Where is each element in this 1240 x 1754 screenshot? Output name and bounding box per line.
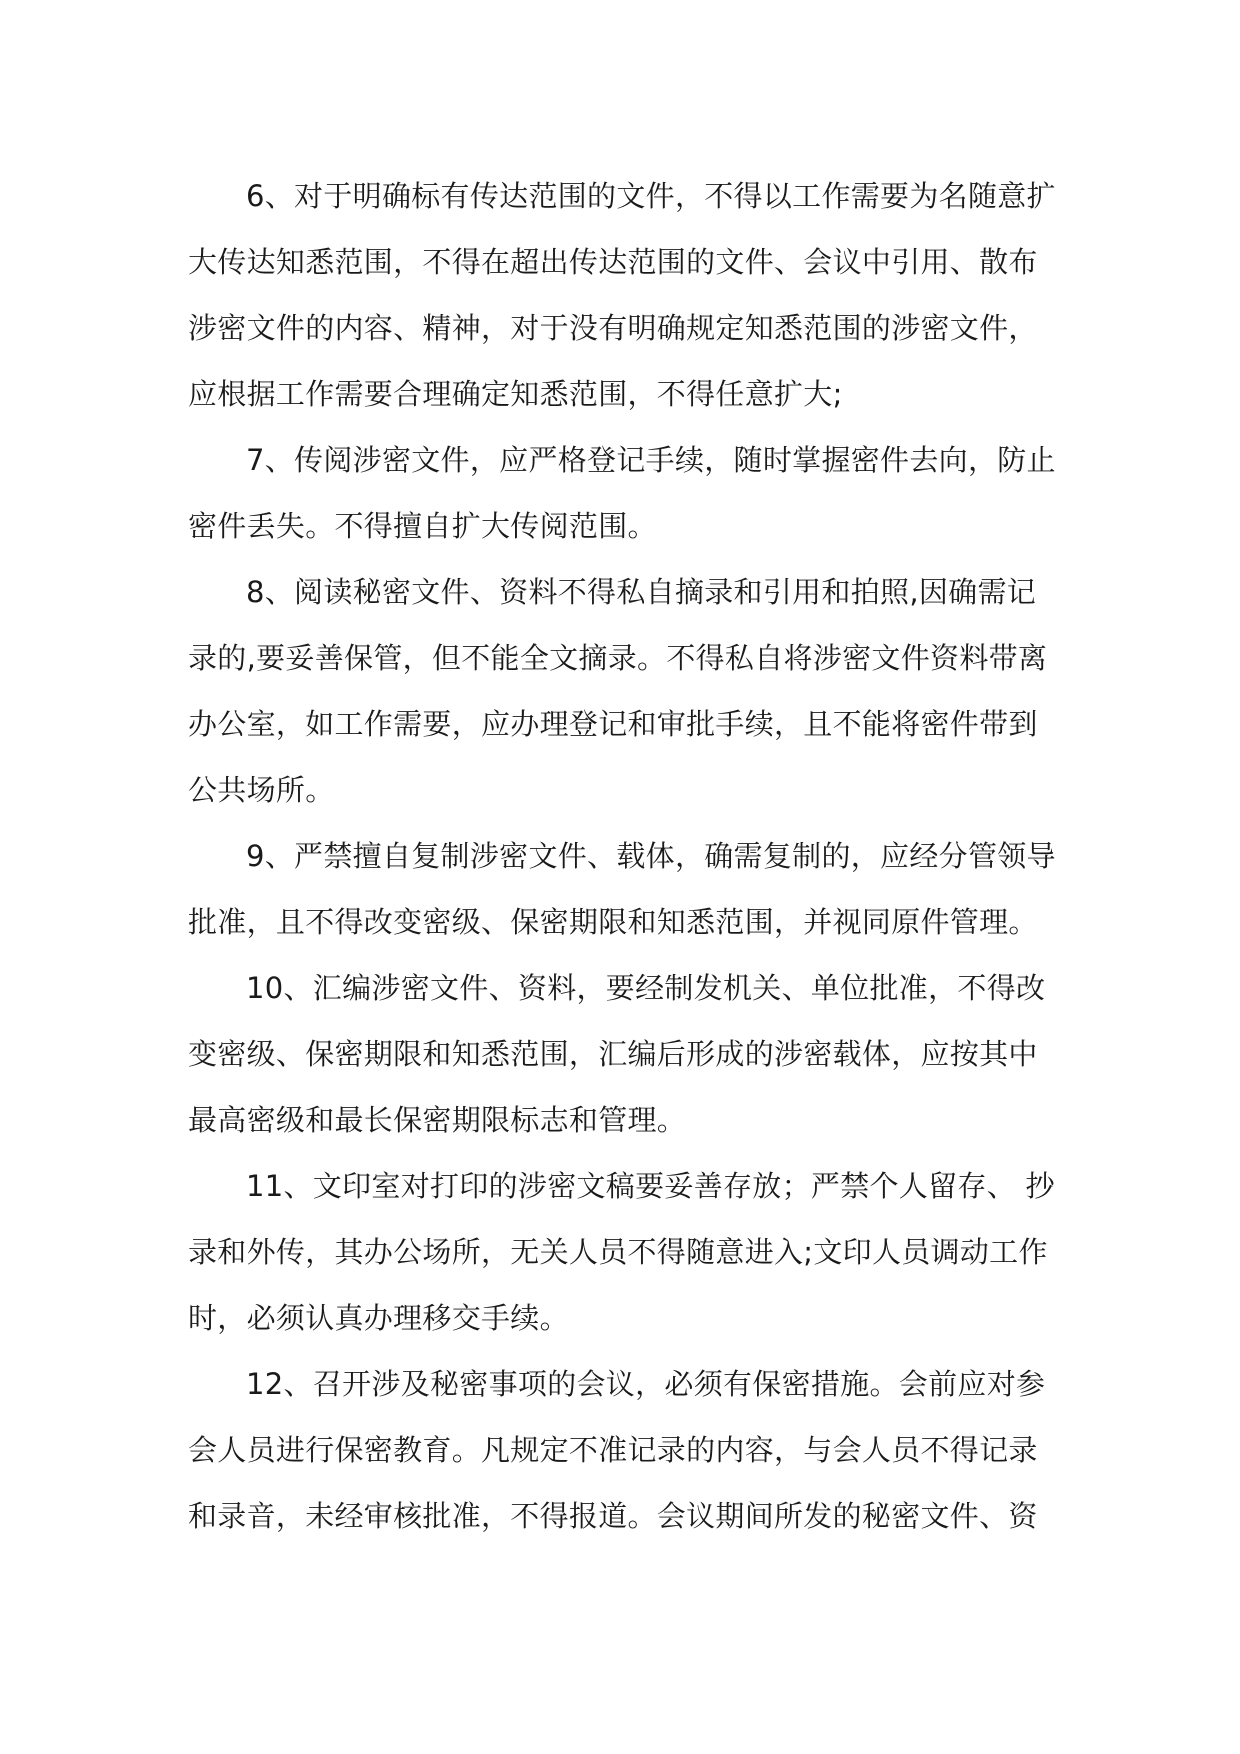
document-body xyxy=(188,163,1056,1549)
paragraph-item-9: 9、严禁擅自复制涉密文件、载体，确需复制的，应经分管领导批准，且不得改变密级、保密期限和知悉范围，并视同原件管理。 xyxy=(188,839,1056,939)
paragraph-item-10: 10、汇编涉密文件、资料，要经制发机关、单位批准，不得改变密级、保密期限和知悉范围，汇编后形成的涉密载体，应按其中最高密级和最长保密期限标志和管理。 xyxy=(188,971,1046,1137)
paragraph-item-6: 6、对于明确标有传达范围的文件，不得以工作需要为名随意扩大传达知悉范围，不得在超出传达范围的文件、会议中引用、散布涉密文件的内容、精神，对于没有明确规定知悉范围的涉密文件，应根据工作需要合理确定知悉范围，不得任意扩大; xyxy=(188,179,1056,411)
paragraph-item-11: 11、文印室对打印的涉密文稿要妥善存放；严禁个人留存、 抄录和外传，其办公场所，无关人员不得随意进入;文印人员调动工作时，必须认真办理移交手续。 xyxy=(188,1169,1055,1335)
paragraph-item-8: 8、阅读秘密文件、资料不得私自摘录和引用和拍照,因确需记录的,要妥善保管，但不能全文摘录。不得私自将涉密文件资料带离办公室，如工作需要，应办理登记和审批手续，且不能将密件带到公共场所。 xyxy=(188,575,1048,807)
paragraph-item-7: 7、传阅涉密文件，应严格登记手续，随时掌握密件去向，防止密件丢失。不得擅自扩大传阅范围。 xyxy=(188,443,1056,543)
paragraph-item-12: 12、召开涉及秘密事项的会议，必须有保密措施。会前应对参会人员进行保密教育。凡规定不准记录的内容，与会人员不得记录和录音，未经审核批准，不得报道。会议期间所发的秘密文件、资 xyxy=(188,1367,1046,1533)
